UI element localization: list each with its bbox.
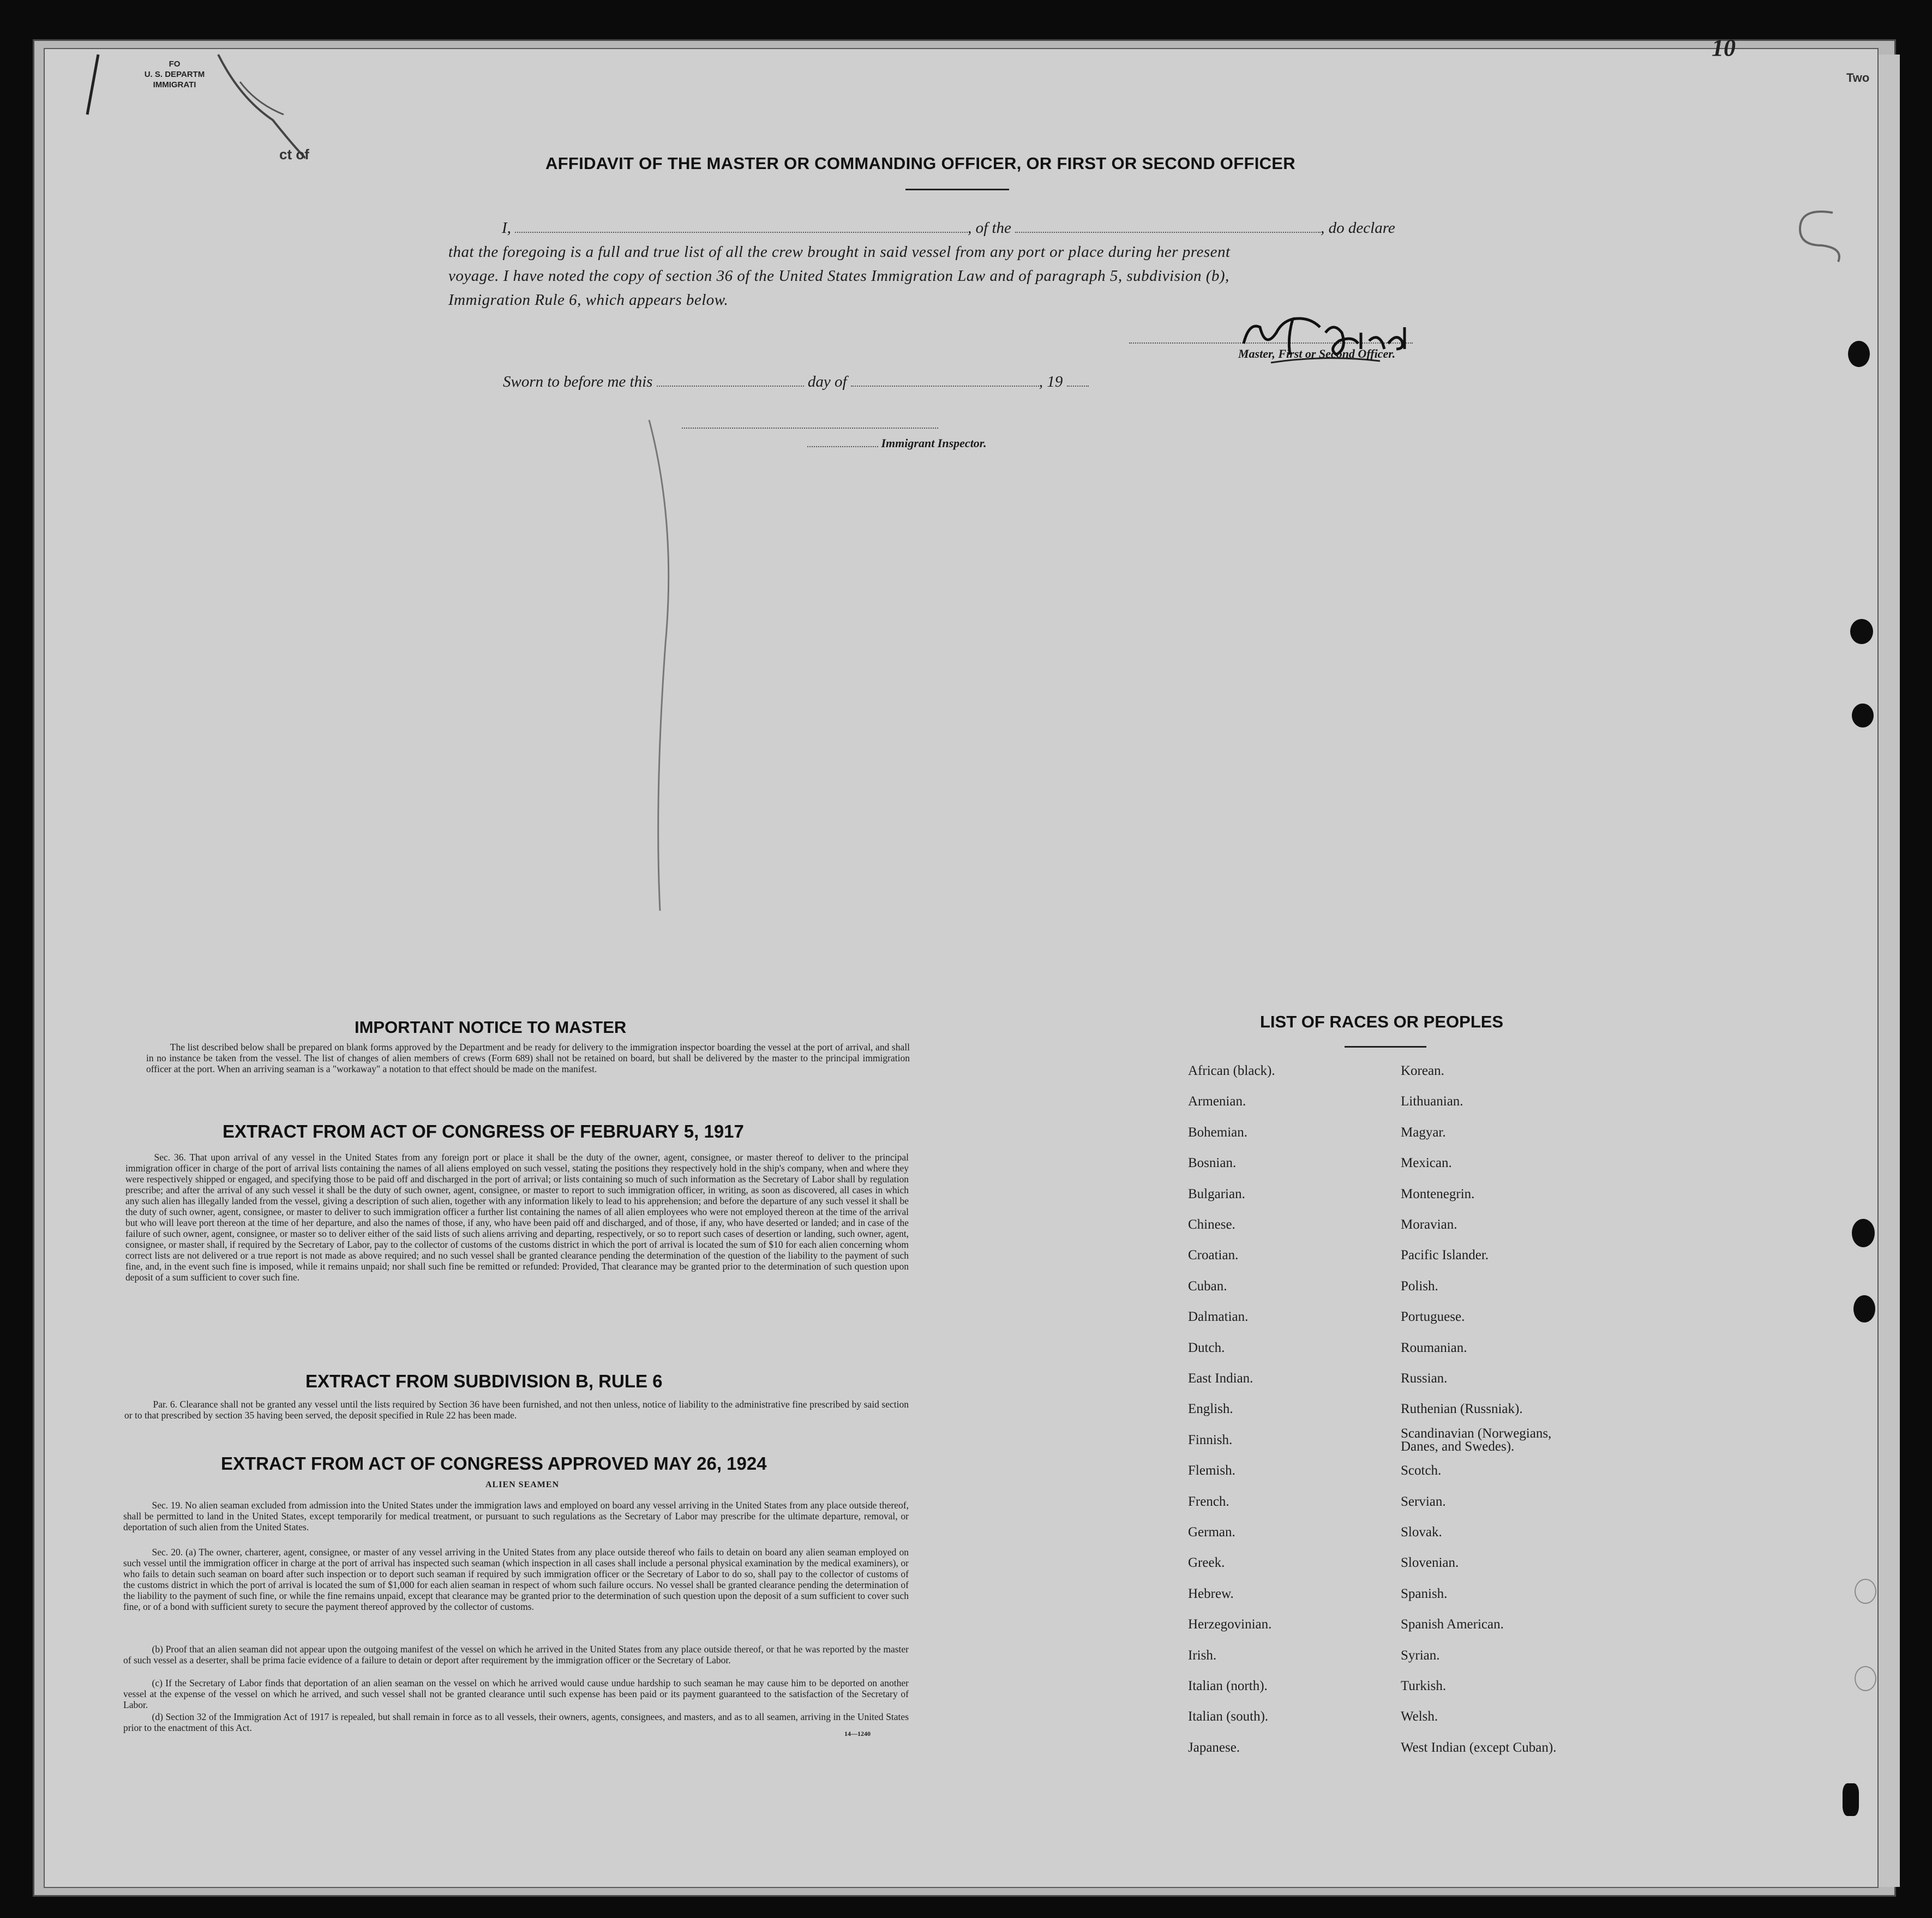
extract-rule6-body: Par. 6. Clearance shall not be granted any vessel until the lists required by Section 36 have been furnished, and not then unless, notice of liability to the administrative fine prescribed by said section or to that prescribed by section 35 having been served, the deposit specified in Rule 22 has been made. xyxy=(124,1399,909,1421)
binder-hole xyxy=(1848,341,1870,367)
extract-1917-title: EXTRACT FROM ACT OF CONGRESS OF FEBRUARY 5, 1917 xyxy=(223,1121,744,1141)
corner-stamp-line1: FO xyxy=(169,59,181,69)
race-item: Slovak. xyxy=(1401,1525,1442,1540)
race-item: Moravian. xyxy=(1401,1217,1457,1232)
handwritten-signature xyxy=(1238,311,1435,371)
inspector-caption: Immigrant Inspector. xyxy=(881,436,987,450)
sworn-prefix: Sworn to before me this xyxy=(503,373,653,390)
race-item: Montenegrin. xyxy=(1401,1187,1475,1201)
race-item: Herzegovinian. xyxy=(1188,1617,1272,1632)
affidavit-line-3: voyage. I have noted the copy of section 36 of the United States Immigration Law and of paragraph 5, subdivision (b), xyxy=(448,267,1229,285)
race-item: Mexican. xyxy=(1401,1156,1452,1170)
race-item: Lithuanian. xyxy=(1401,1094,1463,1109)
master-name-field[interactable] xyxy=(515,232,968,233)
affidavit-line-2: that the foregoing is a full and true list of all the crew brought in said vessel from any port or place during her present xyxy=(448,243,1231,261)
sworn-year-field[interactable] xyxy=(1067,386,1089,387)
race-item: Cuban. xyxy=(1188,1279,1227,1294)
affidavit-i: I, xyxy=(502,219,511,237)
race-item: Ruthenian (Russniak). xyxy=(1401,1402,1523,1416)
race-item: Armenian. xyxy=(1188,1094,1246,1109)
race-item: Bosnian. xyxy=(1188,1156,1237,1170)
race-item: Portuguese. xyxy=(1401,1309,1465,1324)
inspector-signature-line[interactable] xyxy=(682,428,938,429)
extract-rule6-title: EXTRACT FROM SUBDIVISION B, RULE 6 xyxy=(305,1371,663,1391)
edge-fragment-right: Two xyxy=(1846,71,1870,85)
notice-title: IMPORTANT NOTICE TO MASTER xyxy=(355,1018,627,1037)
races-title: LIST OF RACES OR PEOPLES xyxy=(1260,1012,1504,1031)
bracket-mark xyxy=(1795,207,1844,267)
race-item: Magyar. xyxy=(1401,1125,1446,1140)
extract-1924-sec19: Sec. 19. No alien seaman excluded from admission into the United States under the immigration laws and employed on board any vessel arriving in the United States from any place outside thereof, shall be permitted to land in the United States, except temporarily for medical treatment, or pursuant to such regulations as the Secretary of Labor may prescribe for the ultimate departure, removal, or deportation of such alien from the United States. xyxy=(123,1500,909,1532)
binder-hole xyxy=(1852,704,1874,727)
affidavit-line-1 xyxy=(502,219,1473,237)
extract-1924-sec20b: (b) Proof that an alien seaman did not appear upon the outgoing manifest of the vessel on which he arrived in the United States from any place outside thereof, or that he was reported by the master of such vessel as a deserter, shall be prima facie evidence of a failure to detain or deport after requirement by the immigration officer or the Secretary of Labor. xyxy=(123,1644,909,1666)
binder-hole xyxy=(1843,1783,1859,1816)
extract-1924-sec20c: (c) If the Secretary of Labor finds that deportation of an alien seaman on the vessel on which he arrived would cause undue hardship to such seaman he may cause him to be deported on another vessel at the expense of the vessel on which he arrived, and such vessel shall not be granted clearance until such expense has been paid or its payment guaranteed to the satisfaction of the Secretary of Labor. xyxy=(123,1678,909,1710)
sworn-month-field[interactable] xyxy=(851,386,1039,387)
extract-1924-subtitle: ALIEN SEAMEN xyxy=(485,1480,560,1489)
race-item: Scotch. xyxy=(1401,1463,1442,1478)
race-item: Hebrew. xyxy=(1188,1586,1234,1601)
binder-hole xyxy=(1850,619,1873,644)
race-item: Irish. xyxy=(1188,1648,1217,1663)
race-item: Welsh. xyxy=(1401,1709,1438,1724)
binder-hole-outline xyxy=(1855,1666,1876,1691)
inspector-caption-line xyxy=(807,436,987,450)
race-item: Croatian. xyxy=(1188,1248,1239,1262)
race-item: Russian. xyxy=(1401,1371,1448,1386)
sworn-day-of: day of xyxy=(807,373,847,390)
race-item: Servian. xyxy=(1401,1494,1446,1509)
race-item: Greek. xyxy=(1188,1555,1225,1570)
torn-corner-mark xyxy=(76,49,305,164)
races-title-rule xyxy=(1345,1046,1426,1048)
race-item: West Indian (except Cuban). xyxy=(1401,1740,1557,1755)
extract-1924-sec20a: Sec. 20. (a) The owner, charterer, agent, consignee, or master of any vessel arriving in the United States from any place outside thereof who fails to detain on board any alien seaman employed on such vessel until the immigration officer in charge at the port of arrival has inspected such seaman (which inspection in all cases shall include a personal physical examination by the medical examiners), or who fails to detain such seaman on board after such inspection or to deport such seaman if required by such immigration officer or the Secretary of Labor to do so, shall pay to the collector of customs of the customs district in which the port of arrival is located the sum of $1,000 for each alien seaman in respect of whom such failure occurs. No vessel shall be granted clearance pending the determination of the liability to the payment of such fine, or while the fine remains unpaid, except that clearance may be granted prior to the determination of such question upon the deposit of a sum sufficient to cover such fine, or of a bond with sufficient surety to secure the payment thereof approved by the collector of customs. xyxy=(123,1547,909,1612)
affidavit-line-4: Immigration Rule 6, which appears below. xyxy=(448,291,729,309)
race-item: Italian (south). xyxy=(1188,1709,1269,1724)
sworn-year: , 19 xyxy=(1039,373,1063,390)
affidavit-title: AFFIDAVIT OF THE MASTER OR COMMANDING OFFICER, OR FIRST OR SECOND OFFICER xyxy=(545,154,1295,173)
vessel-name-field[interactable] xyxy=(1015,232,1321,233)
form-number: 14—1240 xyxy=(844,1730,871,1737)
race-item: Slovenian. xyxy=(1401,1555,1459,1570)
race-item: Pacific Islander. xyxy=(1401,1248,1489,1262)
extract-1924-title: EXTRACT FROM ACT OF CONGRESS APPROVED MAY 26, 1924 xyxy=(221,1453,767,1474)
race-item: Bohemian. xyxy=(1188,1125,1248,1140)
race-item: English. xyxy=(1188,1402,1233,1416)
edge-fragment-left: ct of xyxy=(279,146,309,163)
affidavit-of-the: , of the xyxy=(968,219,1011,237)
race-item: Syrian. xyxy=(1401,1648,1440,1663)
signature-caption: Master, First or Second Officer. xyxy=(1238,347,1396,360)
race-item: Japanese. xyxy=(1188,1740,1240,1755)
notice-body: The list described below shall be prepared on blank forms approved by the Department and be ready for delivery to the immigration inspector boarding the vessel at the port of arrival, and shall in no instance be taken from the vessel. The list of changes of alien members of crews (Form 689) shall not be retained on board, but shall be delivered by the master to the principal immigration officer at the port. When an arriving seaman is a "workaway" a notation to that effect should be made on the manifest. xyxy=(146,1042,910,1074)
race-item: German. xyxy=(1188,1525,1235,1540)
extract-1924-sec20d: (d) Section 32 of the Immigration Act of 1917 is repealed, but shall remain in force as to all vessels, their owners, agents, consignees, and masters, and as to all seamen, arriving in the United States prior to the enactment of this Act. xyxy=(123,1711,909,1733)
corner-stamp-line2: U. S. DEPARTM xyxy=(144,70,205,79)
race-item: Spanish American. xyxy=(1401,1617,1504,1632)
race-item: Roumanian. xyxy=(1401,1340,1467,1355)
race-item: Bulgarian. xyxy=(1188,1187,1245,1201)
sworn-line xyxy=(503,373,1089,391)
affidavit-declare: , do declare xyxy=(1321,219,1395,237)
inspector-name-field[interactable] xyxy=(807,446,878,447)
race-item: Chinese. xyxy=(1188,1217,1235,1232)
binder-hole-outline xyxy=(1855,1579,1876,1604)
race-item: Turkish. xyxy=(1401,1679,1447,1693)
binder-hole xyxy=(1852,1219,1875,1247)
race-item: Finnish. xyxy=(1188,1433,1233,1447)
corner-stamp-line3: IMMIGRATI xyxy=(153,80,196,89)
race-item: Dalmatian. xyxy=(1188,1309,1249,1324)
sworn-day-field[interactable] xyxy=(657,386,804,387)
page-number: 10 xyxy=(1712,34,1736,61)
race-item: Italian (north). xyxy=(1188,1679,1268,1693)
race-item: East Indian. xyxy=(1188,1371,1253,1386)
race-item: Spanish. xyxy=(1401,1586,1448,1601)
race-item: African (black). xyxy=(1188,1063,1275,1078)
binder-hole xyxy=(1853,1295,1875,1322)
race-item: Polish. xyxy=(1401,1279,1438,1294)
extract-1917-body: Sec. 36. That upon arrival of any vessel in the United States from any foreign port or place it shall be the duty of the owner, agent, consignee, or master thereof to deliver to the principal immigration officer in charge of the port of arrival lists containing the names of all aliens employed on such vessel, stating the positions they respectively hold in the ship's company, when and where they were respectively shipped or engaged, and specifying those to be paid off and discharged in the port of arrival; or lists containing so much of such information as the Secretary of Labor shall by regulation prescribe; and after the arrival of any such vessel it shall be the duty of such owner, agent, consignee, or master to report to such immigration officer, in writing, as soon as discovered, all cases in which any such alien has illegally landed from the vessel, giving a description of such alien, together with any information likely to lead to his apprehension; and before the departure of any such vessel it shall be the duty of such owner, agent, consignee, or master to deliver to such immigration officer a further list containing the names of all alien employees who were not employed thereon at the time of the arrival but who will leave port thereon at the time of her departure, and also the names of those, if any, who have been paid off and discharged, and of those, if any, who have deserted or landed; and in case of the failure of such owner, agent, consignee, or master so to deliver either of the said lists of such aliens arriving and departing, respectively, or so to report such cases of desertion or landing, such owner, agent, consignee, or master shall, if required by the Secretary of Labor, pay to the collector of customs of the customs district in which the port of arrival is located the sum of $10 for each alien concerning whom correct lists are not delivered or a true report is not made as above required; and no such vessel shall be granted clearance pending the determination of the question of the liability to the payment of such fine, and, in the event such fine is imposed, while it remains unpaid; nor shall such fine be remitted or refunded: Provided, That clearance may be granted prior to the determination of such question upon deposit of a sum sufficient to cover such fine. xyxy=(125,1152,909,1283)
race-item: French. xyxy=(1188,1494,1229,1509)
race-item: Scandinavian (Norwegians, Danes, and Swedes). xyxy=(1401,1426,1552,1454)
race-item: Flemish. xyxy=(1188,1463,1235,1478)
affidavit-title-rule xyxy=(905,189,1009,190)
race-item: Korean. xyxy=(1401,1063,1444,1078)
race-item: Dutch. xyxy=(1188,1340,1225,1355)
pencil-stroke xyxy=(644,414,687,916)
